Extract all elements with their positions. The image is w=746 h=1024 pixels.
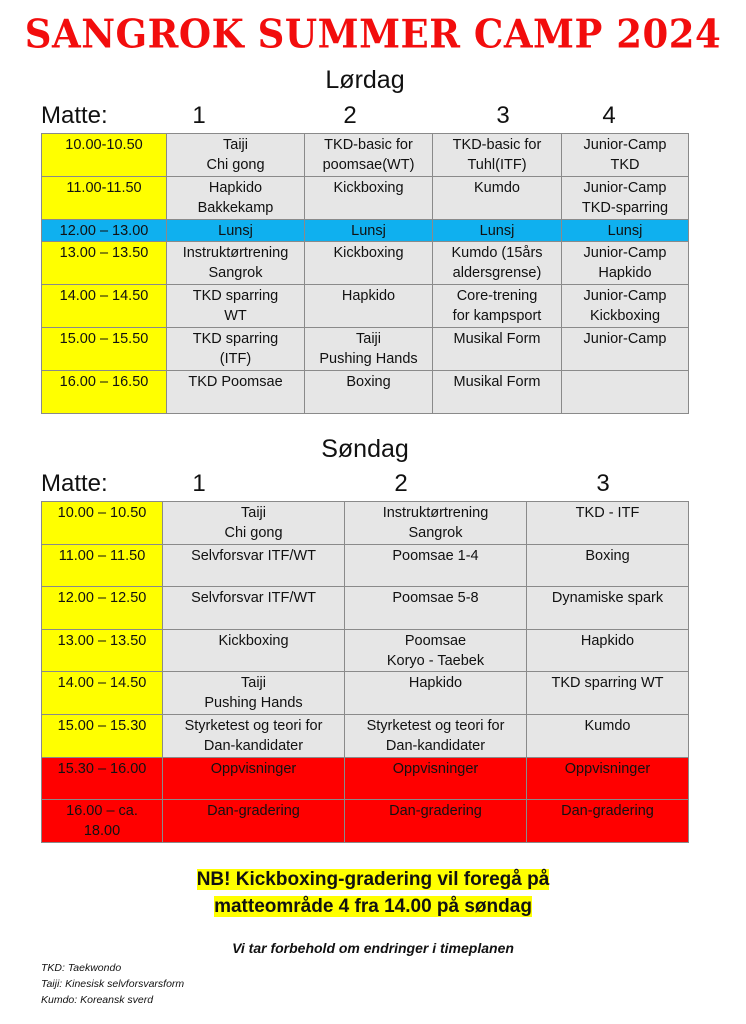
- schedule-row: [42, 714, 689, 757]
- activity-cell: Kumdo: [527, 714, 689, 757]
- activity-cell: Poomsae 5-8: [345, 587, 527, 630]
- matte-label: Matte:: [41, 102, 108, 129]
- activity-cell: Selvforsvar ITF/WT: [163, 544, 345, 587]
- activity-cell: Dan-gradering: [345, 800, 527, 843]
- time-slot: 16.00 – 16.50: [42, 371, 167, 414]
- notice-line-2: matteområde 4 fra 14.00 på søndag: [214, 896, 532, 917]
- activity-cell: Hapkido: [305, 285, 433, 328]
- schedule-row: [42, 371, 689, 414]
- activity-cell: Poomsae 1-4: [345, 544, 527, 587]
- mat-number: 1: [192, 102, 206, 129]
- activity-cell: Boxing: [305, 371, 433, 414]
- activity-cell: Styrketest og teori for Dan-kandidater: [163, 714, 345, 757]
- schedule-row: [42, 242, 689, 285]
- activity-cell: Musikal Form: [433, 328, 562, 371]
- schedule-row: [42, 629, 689, 672]
- activity-cell: Kickboxing: [305, 177, 433, 220]
- activity-cell: Dan-gradering: [527, 800, 689, 843]
- schedule-row: [42, 502, 689, 545]
- time-slot: 11.00 – 11.50: [42, 544, 163, 587]
- time-slot: 15.00 – 15.50: [42, 328, 167, 371]
- activity-cell: Core-trening for kampsport: [433, 285, 562, 328]
- matte-label: Matte:: [41, 470, 108, 497]
- day-heading-sunday: Søndag: [321, 435, 409, 463]
- schedule-row: [42, 177, 689, 220]
- schedule-row: [42, 672, 689, 715]
- time-slot: 16.00 – ca. 18.00: [42, 800, 163, 843]
- mat-number: 2: [343, 102, 357, 129]
- activity-cell: Taiji Chi gong: [167, 134, 305, 177]
- time-slot: 12.00 – 13.00: [42, 220, 167, 242]
- activity-cell: TKD-basic for poomsae(WT): [305, 134, 433, 177]
- activity-cell: Junior-Camp: [562, 328, 689, 371]
- disclaimer: Vi tar forbehold om endringer i timeplanen: [232, 940, 514, 956]
- activity-cell: TKD-basic for Tuhl(ITF): [433, 134, 562, 177]
- activity-cell: Kumdo: [433, 177, 562, 220]
- kickboxing-notice: [0, 866, 746, 920]
- sunday-schedule-table: [41, 501, 689, 843]
- mat-number: 3: [496, 102, 510, 129]
- activity-cell: Oppvisninger: [345, 757, 527, 800]
- activity-cell: TKD Poomsae: [167, 371, 305, 414]
- mat-number: 2: [394, 470, 408, 497]
- time-slot: 11.00-11.50: [42, 177, 167, 220]
- activity-cell: Kickboxing: [305, 242, 433, 285]
- activity-cell: Lunsj: [305, 220, 433, 242]
- activity-cell: Taiji Chi gong: [163, 502, 345, 545]
- time-slot: 10.00 – 10.50: [42, 502, 163, 545]
- time-slot: 15.00 – 15.30: [42, 714, 163, 757]
- activity-cell: Junior-Camp TKD-sparring: [562, 177, 689, 220]
- activity-cell: Kumdo (15års aldersgrense): [433, 242, 562, 285]
- activity-cell: [562, 371, 689, 414]
- activity-cell: Taiji Pushing Hands: [163, 672, 345, 715]
- activity-cell: Taiji Pushing Hands: [305, 328, 433, 371]
- mat-number: 1: [192, 470, 206, 497]
- schedule-row: [42, 285, 689, 328]
- schedule-row: [42, 800, 689, 843]
- activity-cell: Oppvisninger: [527, 757, 689, 800]
- activity-cell: Hapkido: [345, 672, 527, 715]
- time-slot: 15.30 – 16.00: [42, 757, 163, 800]
- time-slot: 13.00 – 13.50: [42, 629, 163, 672]
- day-heading-saturday: Lørdag: [325, 66, 405, 94]
- activity-cell: TKD - ITF: [527, 502, 689, 545]
- activity-cell: Junior-Camp Kickboxing: [562, 285, 689, 328]
- activity-cell: Selvforsvar ITF/WT: [163, 587, 345, 630]
- activity-cell: Oppvisninger: [163, 757, 345, 800]
- activity-cell: Junior-Camp Hapkido: [562, 242, 689, 285]
- time-slot: 14.00 – 14.50: [42, 672, 163, 715]
- time-slot: 10.00-10.50: [42, 134, 167, 177]
- footnote: Kumdo: Koreansk sverd: [41, 994, 154, 1006]
- schedule-row: [42, 134, 689, 177]
- activity-cell: Junior-Camp TKD: [562, 134, 689, 177]
- activity-cell: Lunsj: [433, 220, 562, 242]
- activity-cell: Boxing: [527, 544, 689, 587]
- time-slot: 12.00 – 12.50: [42, 587, 163, 630]
- activity-cell: Kickboxing: [163, 629, 345, 672]
- schedule-row: [42, 757, 689, 800]
- activity-cell: TKD sparring WT: [167, 285, 305, 328]
- activity-cell: Instruktørtrening Sangrok: [345, 502, 527, 545]
- activity-cell: Musikal Form: [433, 371, 562, 414]
- schedule-row: [42, 544, 689, 587]
- mat-number: 3: [596, 470, 610, 497]
- schedule-row: [42, 328, 689, 371]
- activity-cell: Hapkido: [527, 629, 689, 672]
- activity-cell: Poomsae Koryo - Taebek: [345, 629, 527, 672]
- footnote: TKD: Taekwondo: [41, 962, 122, 974]
- schedule-row: [42, 587, 689, 630]
- activity-cell: TKD sparring (ITF): [167, 328, 305, 371]
- activity-cell: Styrketest og teori for Dan-kandidater: [345, 714, 527, 757]
- footnote: Taiji: Kinesisk selvforsvarsform: [41, 978, 185, 990]
- activity-cell: Lunsj: [562, 220, 689, 242]
- activity-cell: Instruktørtrening Sangrok: [167, 242, 305, 285]
- activity-cell: Lunsj: [167, 220, 305, 242]
- time-slot: 14.00 – 14.50: [42, 285, 167, 328]
- notice-line-1: NB! Kickboxing-gradering vil foregå på: [196, 869, 550, 890]
- time-slot: 13.00 – 13.50: [42, 242, 167, 285]
- activity-cell: Dan-gradering: [163, 800, 345, 843]
- activity-cell: Hapkido Bakkekamp: [167, 177, 305, 220]
- schedule-row: [42, 220, 689, 242]
- saturday-schedule-table: [41, 133, 689, 414]
- page-title: SANGROK SUMMER CAMP 2024: [24, 10, 722, 58]
- activity-cell: Dynamiske spark: [527, 587, 689, 630]
- mat-number: 4: [602, 102, 616, 129]
- activity-cell: TKD sparring WT: [527, 672, 689, 715]
